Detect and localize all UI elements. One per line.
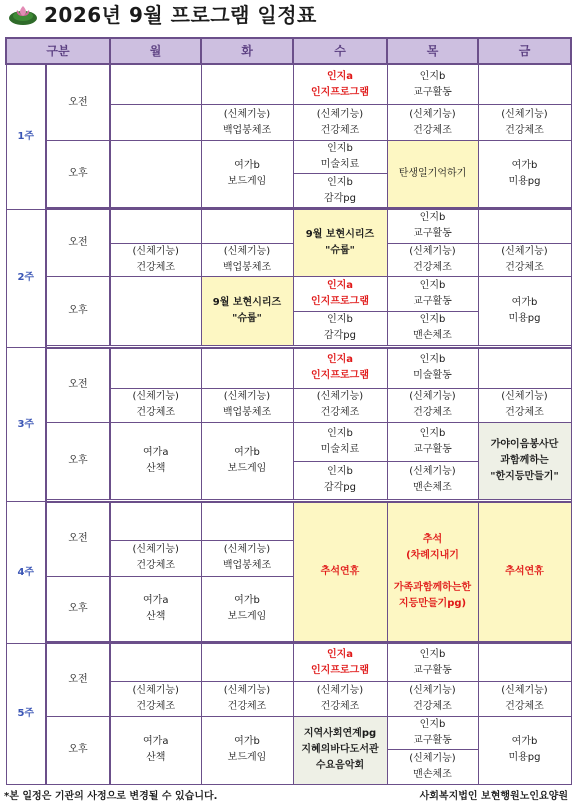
cell-line: 인지b: [327, 314, 353, 326]
cell-line: 여가a: [143, 447, 169, 459]
cell-line: (신체기능): [409, 108, 456, 120]
cell-line: (신체기능): [501, 245, 548, 257]
cell: [387, 461, 478, 500]
cell: [478, 140, 571, 207]
header-wed: 수: [293, 38, 387, 64]
cell-line: 건강체조: [505, 407, 544, 419]
cell-line: 감각pg: [323, 482, 356, 494]
cell-line: 맨손체조: [413, 769, 452, 781]
cell-empty: [110, 209, 201, 243]
cell: [293, 716, 387, 784]
cell-line: (신체기능): [409, 753, 456, 765]
cell-empty: [201, 348, 293, 389]
table-row: [6, 140, 571, 173]
cell-line: 9월 보현시리즈: [212, 297, 282, 309]
header-thu: 목: [387, 38, 478, 64]
cell-line: 건강체조: [136, 560, 176, 572]
cell-line: 산책: [146, 463, 166, 475]
cell-line: 미술치료: [320, 159, 360, 171]
cell: [293, 682, 387, 716]
cell: [293, 423, 387, 462]
cell-line: 수요음악회: [315, 760, 365, 772]
cell-line: 인지a: [326, 648, 354, 660]
cell-empty: [478, 643, 571, 682]
cell-line: 맨손체조: [413, 330, 452, 342]
cell-empty: [201, 209, 293, 243]
header-row: [6, 38, 571, 64]
cell: [201, 577, 293, 642]
cell: [110, 682, 201, 716]
header-fri: 금: [478, 38, 571, 64]
cell-line: 교구활동: [413, 86, 452, 98]
cell-line: 인지b: [419, 427, 446, 439]
cell-line: "슈룹": [232, 313, 262, 325]
cell: [478, 716, 571, 784]
cell: [478, 105, 571, 140]
cell-line: "한지등만들기": [490, 471, 559, 483]
cell-line: 여가b: [234, 447, 260, 459]
cell-line: (신체기능): [501, 685, 548, 697]
schedule-table: [5, 37, 572, 785]
cell: [110, 716, 201, 784]
cell-line: 백업봉체조: [222, 261, 272, 273]
cell: [293, 277, 387, 311]
cell-line: 인지b: [327, 427, 353, 439]
period-am: 오전: [46, 348, 110, 423]
cell-line: (신체기능): [409, 391, 456, 403]
table-row: [6, 277, 571, 311]
cell: [387, 140, 478, 207]
cell-line: 여가a: [143, 595, 169, 606]
cell-line: 인지b: [327, 143, 353, 155]
week-label: 1주: [6, 64, 46, 209]
cell-line: 인지a: [326, 70, 354, 82]
cell: [201, 682, 293, 716]
cell-line: 9월 보현시리즈: [305, 229, 375, 241]
cell-line: 여가b: [511, 297, 538, 309]
cell-line: 보드게임: [227, 611, 267, 622]
cell-line: 추석연휴: [505, 565, 544, 577]
cell-line: 보드게임: [227, 752, 267, 764]
cell: [293, 348, 387, 389]
cell-empty: [110, 105, 201, 140]
cell-line: 미용pg: [508, 752, 541, 764]
cell-line: (신체기능): [223, 108, 271, 120]
cell-line: 인지b: [419, 212, 446, 224]
cell-line: 교구활동: [413, 664, 452, 676]
cell-line: (차례지내기: [406, 549, 459, 561]
cell-line: 산책: [146, 752, 166, 764]
cell: [478, 243, 571, 276]
table-row: [6, 716, 571, 749]
cell-line: 맨손체조: [413, 482, 452, 494]
cell-line: 건강체조: [136, 701, 176, 713]
cell-line: 건강체조: [136, 261, 176, 273]
cell: [201, 716, 293, 784]
cell: [110, 577, 201, 642]
cell: [293, 140, 387, 173]
cell-line: 건강체조: [505, 261, 544, 273]
cell-empty: [110, 277, 201, 346]
cell-line: 여가b: [234, 595, 260, 606]
cell-empty: [110, 502, 201, 541]
table-row: [6, 423, 571, 462]
cell: [387, 388, 478, 422]
table-row: [6, 64, 571, 105]
cell: [387, 716, 478, 749]
cell-line: [388, 564, 478, 580]
cell-line: (신체기능): [132, 245, 179, 257]
period-pm: 오후: [46, 577, 110, 642]
period-pm: 오후: [46, 140, 110, 207]
page-title: 2026년 9월 프로그램 일정표: [44, 3, 317, 27]
cell: [110, 388, 201, 422]
cell-line: 인지프로그램: [311, 295, 369, 307]
cell-line: 인지프로그램: [311, 370, 369, 382]
cell-empty: [110, 643, 201, 682]
cell-line: (신체기능): [409, 685, 456, 697]
cell-empty: [201, 502, 293, 541]
cell-line: 인지b: [327, 466, 353, 478]
table-row: [6, 348, 571, 389]
cell-line: 건강체조: [505, 701, 544, 713]
cell: [478, 423, 571, 500]
header-mon: 월: [110, 38, 201, 64]
cell-line: (신체기능): [316, 685, 364, 697]
cell-line: 건강체조: [413, 124, 452, 136]
week-label: 3주: [6, 348, 46, 502]
cell-line: 인지b: [419, 314, 446, 326]
period-pm: 오후: [46, 423, 110, 500]
cell-line: 감각pg: [323, 192, 356, 204]
cell-line: (신체기능): [409, 466, 456, 478]
cell-line: 과함께하는: [500, 455, 549, 467]
cell-line: 교구활동: [413, 295, 452, 307]
cell-empty: [110, 348, 201, 389]
cell-empty: [201, 643, 293, 682]
cell: [387, 502, 478, 642]
cell-line: 보드게임: [227, 463, 267, 475]
cell-line: 백업봉체조: [222, 124, 272, 136]
lotus-logo-icon: [8, 2, 38, 26]
cell-line: 건강체조: [413, 261, 452, 273]
cell: [293, 311, 387, 345]
cell: [478, 682, 571, 716]
cell-line: (신체기능): [223, 245, 271, 257]
cell-line: 교구활동: [413, 735, 452, 747]
page-header: [0, 0, 574, 36]
cell-line: 인지b: [419, 70, 446, 82]
cell-line: 교구활동: [413, 228, 452, 240]
cell: [387, 243, 478, 276]
cell-line: 여가b: [511, 736, 538, 748]
cell-line: 감각pg: [323, 330, 356, 342]
cell-line: (신체기능): [409, 245, 456, 257]
cell-line: 인지a: [326, 279, 354, 291]
footer-note: *본 일정은 기관의 사정으로 변경될 수 있습니다.: [4, 791, 218, 802]
table-row: [6, 643, 571, 682]
cell-line: 건강체조: [320, 701, 360, 713]
cell: [478, 388, 571, 422]
cell: [110, 243, 201, 276]
cell-line: 탄생일기억하기: [398, 167, 467, 179]
cell: [387, 348, 478, 389]
cell-line: 인지b: [419, 354, 446, 366]
cell-line: (신체기능): [132, 391, 179, 403]
cell-line: (신체기능): [132, 544, 179, 556]
cell-line: (신체기능): [316, 391, 364, 403]
header-category: 구분: [6, 38, 110, 64]
cell: [293, 174, 387, 207]
cell-line: 건강체조: [413, 701, 452, 713]
cell-line: 인지b: [419, 648, 446, 660]
cell-line: 건강체조: [320, 124, 360, 136]
cell: [387, 423, 478, 462]
cell-line: 지등만들기pg): [398, 597, 467, 609]
cell-line: (신체기능): [223, 685, 271, 697]
cell: [478, 502, 571, 642]
cell-empty: [201, 64, 293, 105]
cell: [387, 105, 478, 140]
cell-line: 인지프로그램: [311, 86, 369, 98]
cell-line: 건강체조: [320, 407, 360, 419]
table-row: [6, 209, 571, 243]
cell-line: 미용pg: [508, 175, 541, 187]
cell-line: 추석: [422, 533, 443, 545]
cell: [293, 64, 387, 105]
cell: [201, 277, 293, 346]
cell: [201, 540, 293, 576]
cell-empty: [478, 64, 571, 105]
cell-line: 인지b: [419, 719, 446, 731]
period-pm: 오후: [46, 277, 110, 346]
cell-line: 지혜의바다도서관: [301, 744, 379, 756]
cell-line: 여가b: [511, 159, 538, 171]
cell: [387, 682, 478, 716]
cell-empty: [110, 140, 201, 207]
cell-empty: [478, 209, 571, 243]
header-tue: 화: [201, 38, 293, 64]
period-am: 오전: [46, 64, 110, 140]
cell: [293, 502, 387, 642]
cell: [201, 105, 293, 140]
cell-line: (신체기능): [501, 108, 548, 120]
cell-line: 여가b: [234, 159, 260, 171]
period-pm: 오후: [46, 716, 110, 784]
cell: [293, 209, 387, 276]
cell-line: 가족과함께하는한: [393, 581, 472, 593]
footer-org: 사회복지법인 보현행원노인요양원: [419, 791, 568, 802]
cell: [201, 423, 293, 500]
cell-line: 인지b: [419, 279, 446, 291]
cell-line: 가야이음봉사단: [490, 439, 559, 451]
cell: [387, 277, 478, 311]
cell: [387, 643, 478, 682]
cell-line: (신체기능): [223, 544, 271, 556]
week-label: 4주: [6, 502, 46, 644]
cell: [387, 750, 478, 785]
period-am: 오전: [46, 209, 110, 276]
cell: [201, 388, 293, 422]
cell: [110, 423, 201, 500]
cell: [201, 243, 293, 276]
cell: [387, 311, 478, 345]
cell-line: 건강체조: [227, 701, 267, 713]
cell-line: 건강체조: [136, 407, 176, 419]
week-label: 2주: [6, 209, 46, 347]
cell-line: 백업봉체조: [222, 407, 272, 419]
cell-line: 백업봉체조: [222, 560, 272, 572]
table-row: [6, 502, 571, 541]
cell: [293, 643, 387, 682]
cell-line: (신체기능): [132, 685, 179, 697]
cell-line: 추석연휴: [320, 565, 360, 577]
cell: [110, 540, 201, 576]
cell: [201, 140, 293, 207]
cell-line: "슈룹": [325, 245, 355, 257]
period-am: 오전: [46, 643, 110, 716]
cell-line: 보드게임: [227, 175, 267, 187]
cell-line: 건강체조: [413, 407, 452, 419]
cell-line: 교구활동: [413, 443, 452, 455]
cell-line: 미용pg: [508, 313, 541, 325]
cell-line: 미술활동: [413, 370, 452, 382]
cell: [293, 105, 387, 140]
cell: [478, 277, 571, 346]
week-label: 5주: [6, 643, 46, 784]
cell-line: 여가a: [143, 736, 169, 748]
cell: [387, 64, 478, 105]
period-am: 오전: [46, 502, 110, 577]
cell-line: (신체기능): [223, 391, 271, 403]
cell-line: 건강체조: [505, 124, 544, 136]
cell-line: 인지a: [326, 354, 354, 366]
cell-line: 인지b: [327, 176, 353, 188]
cell-line: 지역사회연계pg: [303, 728, 377, 740]
cell-line: 미술치료: [320, 443, 360, 455]
cell-line: (신체기능): [316, 108, 364, 120]
cell-line: 인지프로그램: [311, 664, 369, 676]
cell-line: (신체기능): [501, 391, 548, 403]
cell: [387, 209, 478, 243]
cell-empty: [478, 348, 571, 389]
cell-empty: [110, 64, 201, 105]
cell-line: 산책: [146, 611, 166, 622]
cell: [293, 388, 387, 422]
cell: [293, 461, 387, 500]
cell-line: 여가b: [234, 736, 260, 748]
